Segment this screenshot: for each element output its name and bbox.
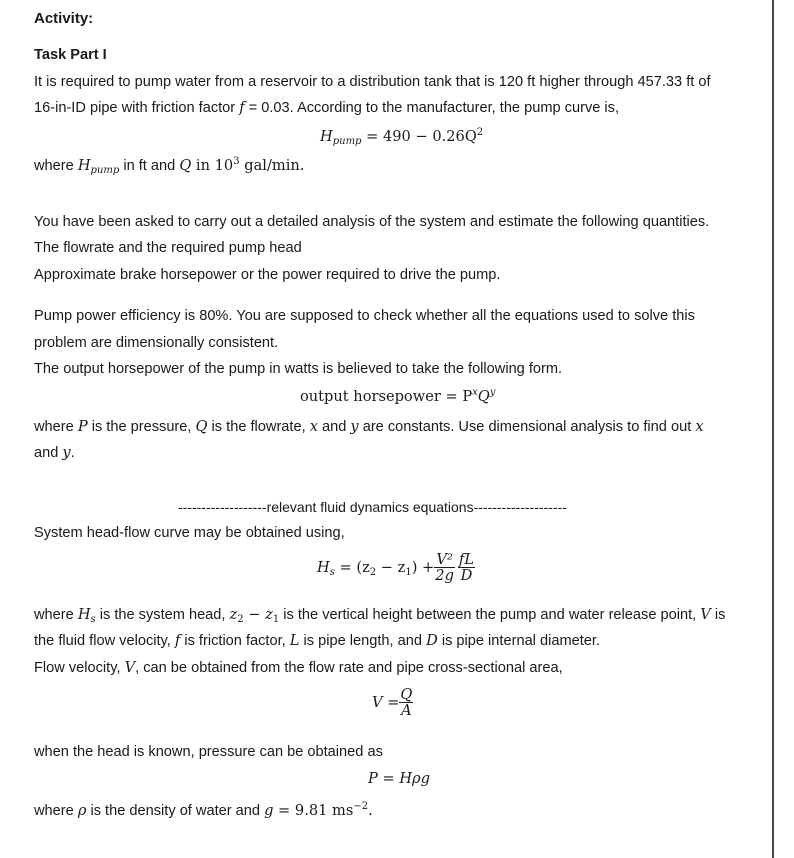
task-heading: Task Part I <box>34 47 107 63</box>
activity-heading: Activity: <box>34 10 94 27</box>
pump-units-line: where $H_{pump}$ in ft and Q in $10^3$ gal/min. <box>34 156 305 176</box>
intro-line-2: 16-in-ID pipe with friction factor f = 0.03. According to the manufacturer, the pump curve is, <box>34 99 620 116</box>
right-border-line <box>772 0 774 858</box>
pump-curve-equation: $H_{pump} = 490 - 0.26Q^2$ <box>320 127 484 147</box>
intro-line-1: It is required to pump water from a reservoir to a distribution tank that is 120 ft higher through 457.33 ft of <box>34 74 711 90</box>
where-hs-line-2: the fluid flow velocity, f is friction factor, L is pipe length, and D is pipe internal diameter. <box>34 632 601 649</box>
velocity-intro: Flow velocity, V, can be obtained from the flow rate and pipe cross-sectional area, <box>34 659 563 676</box>
friction-fraction: $\frac{fL}{D}$ <box>458 551 475 584</box>
velocity-fraction: $\frac{Q}{A}$ <box>400 686 413 719</box>
efficiency-line-3: The output horsepower of the pump in watts is believed to take the following form. <box>34 361 563 377</box>
analysis-line-2: The flowrate and the required pump head <box>34 240 302 256</box>
pressure-equation: P = Hρg <box>368 770 430 787</box>
where-p-line-2: and y. <box>34 444 75 461</box>
efficiency-line-1: Pump power efficiency is 80%. You are supposed to check whether all the equations used to solve this <box>34 308 695 324</box>
velocity-head-fraction: $\frac{\text{V²}}{2g}$ <box>435 551 454 584</box>
output-horsepower-equation: output horsepower = $P^xQ^y$ <box>300 387 496 405</box>
system-curve-intro: System head-flow curve may be obtained using, <box>34 525 345 541</box>
velocity-equation: V = $\frac{Q}{A}$ <box>372 686 413 719</box>
analysis-line-1: You have been asked to carry out a detailed analysis of the system and estimate the following quantities. <box>34 214 710 230</box>
efficiency-line-2: problem are dimensionally consistent. <box>34 335 279 351</box>
where-p-line-1: where P is the pressure, Q is the flowrate, x and y are constants. Use dimensional analysis to find out x <box>34 418 704 435</box>
analysis-line-3: Approximate brake horsepower or the power required to drive the pump. <box>34 267 501 283</box>
where-hs-line-1: where $H_s$ is the system head, $z_2 - z_1$ is the vertical height between the pump and water release point, V is <box>34 606 726 625</box>
equations-divider: -------------------relevant fluid dynamics equations-------------------- <box>178 499 567 515</box>
system-head-equation: $H_s = (z_2 - z_1)$ + $\frac{\text{V²}}{2g}$ $\frac{fL}{D}$ <box>317 551 475 584</box>
where-rho-line: where ρ is the density of water and g = 9.81 $ms^{-2}$. <box>34 801 373 819</box>
head-known-line: when the head is known, pressure can be obtained as <box>34 744 383 760</box>
